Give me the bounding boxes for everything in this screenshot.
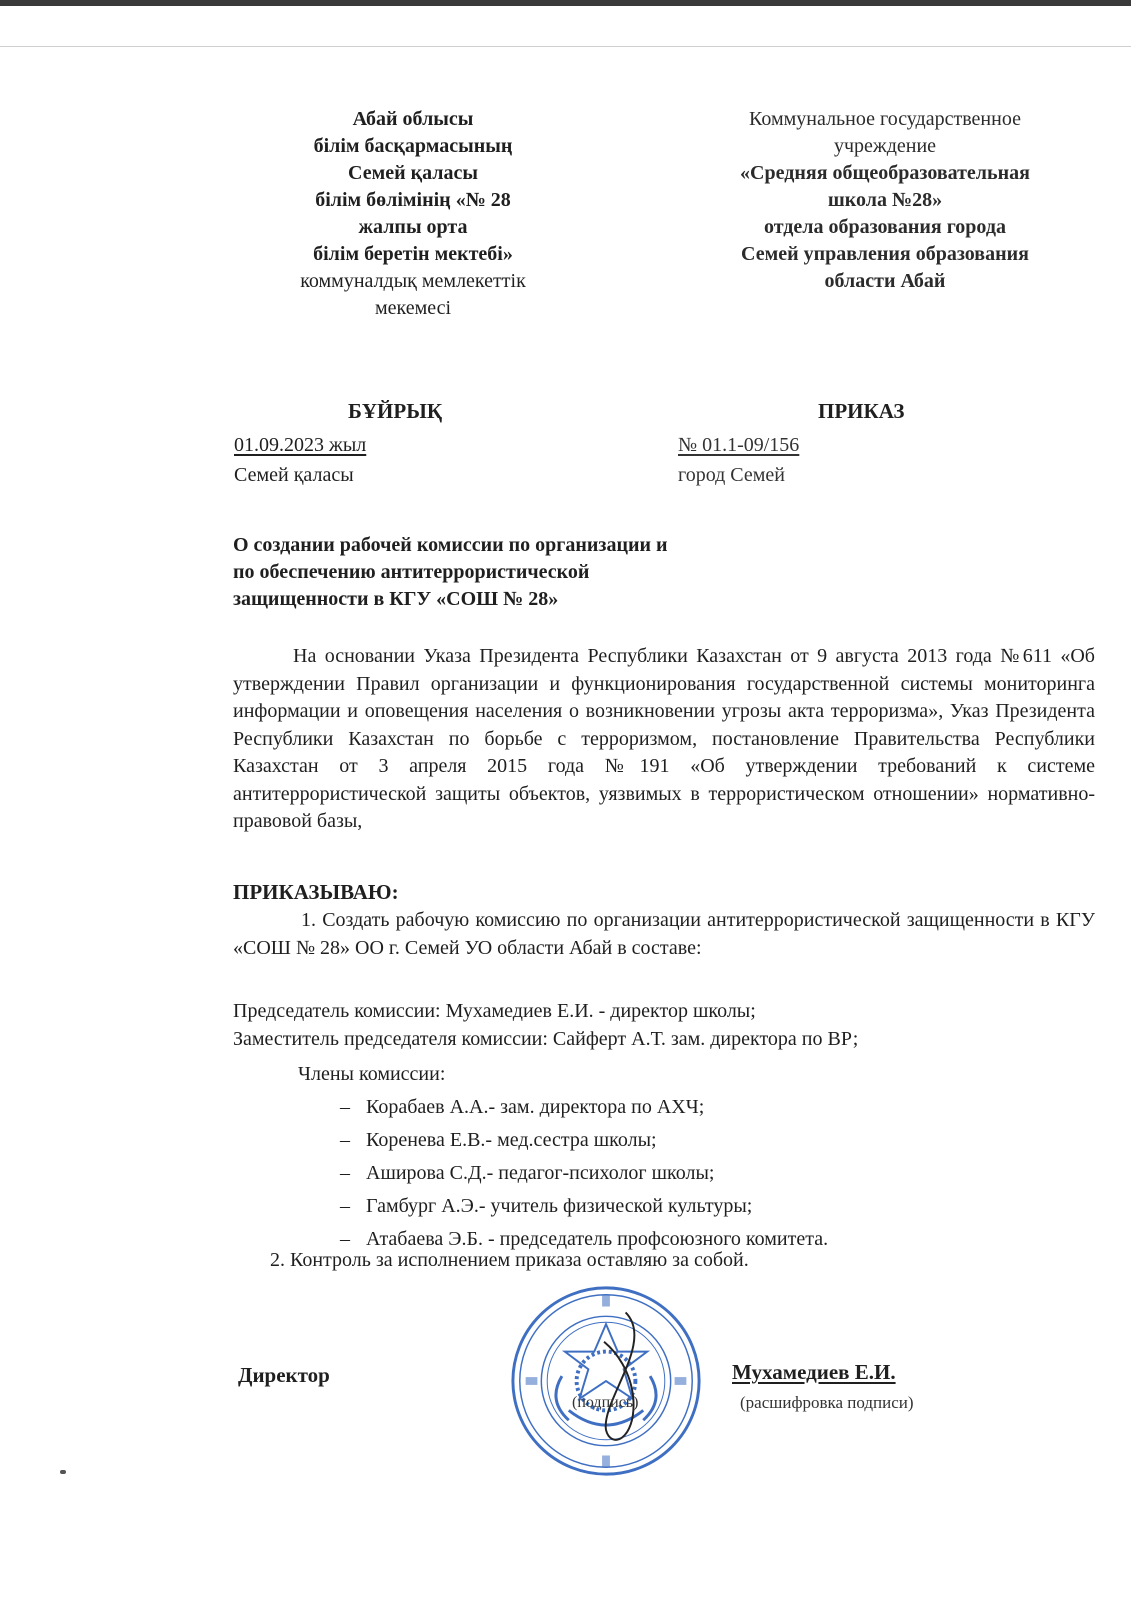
list-item (340, 1124, 828, 1157)
city-russian: город Семей (678, 464, 786, 486)
header-line: білім беретін мектебі» (313, 243, 513, 265)
list-item (340, 1157, 828, 1190)
signature-decode-caption: (расшифровка подписи) (740, 1393, 914, 1412)
signature-caption: (подпись) (572, 1394, 639, 1411)
member-text: Коренева Е.В.- мед.сестра школы; (366, 1129, 657, 1151)
scan-line (0, 46, 1131, 47)
order-number: № 01.1-09/156 (678, 434, 800, 456)
header-line: Коммунальное государственное (749, 108, 1021, 130)
commission-deputy: Заместитель председателя комиссии: Сайферт А.Т. зам. директора по ВР; (233, 1028, 859, 1050)
signer-name: Мухамедиев Е.И. (732, 1360, 896, 1384)
point-two: 2. Контроль за исполнением приказа оставляю за собой. (270, 1249, 749, 1271)
title-line: по обеспечению антитеррористической (233, 561, 590, 583)
members-list (340, 1091, 828, 1256)
header-line: Семей управления образования (741, 243, 1029, 265)
list-item (340, 1091, 828, 1124)
header-line: Абай облысы (352, 108, 474, 130)
header-line: области Абай (824, 270, 946, 292)
header-line: білім бөлімінің «№ 28 (315, 189, 511, 211)
member-text: Аширова С.Д.- педагог-психолог школы; (366, 1162, 715, 1184)
header-line: коммуналдық мемлекеттік (300, 270, 526, 292)
order-title (233, 532, 813, 613)
dash-bullet: – (340, 1162, 350, 1184)
commission-chair: Председатель комиссии: Мухамедиев Е.И. - директор школы; (233, 1000, 756, 1022)
header-line: «Средняя общеобразовательная (740, 162, 1030, 184)
member-text: Гамбург А.Э.- учитель физической культуры; (366, 1195, 753, 1217)
list-item (340, 1190, 828, 1223)
header-line: Семей қаласы (348, 162, 478, 184)
member-text: Атабаева Э.Б. - председатель профсоюзного комитета. (366, 1228, 829, 1250)
dash-bullet: – (340, 1228, 350, 1250)
order-command: ПРИКАЗЫВАЮ: (233, 880, 399, 904)
header-right-russian (675, 106, 1095, 295)
title-line: О создании рабочей комиссии по организации и (233, 534, 668, 556)
dash-bullet: – (340, 1129, 350, 1151)
dash-bullet: – (340, 1096, 350, 1118)
director-label: Директор (238, 1363, 330, 1387)
scan-speck (60, 1470, 66, 1474)
official-seal-stamp (508, 1283, 704, 1479)
doc-type-russian: ПРИКАЗ (818, 399, 905, 423)
header-left-kazakh (248, 106, 578, 322)
header-line: жалпы орта (358, 216, 468, 238)
member-text: Корабаев А.А.- зам. директора по АХЧ; (366, 1096, 705, 1118)
basis-paragraph: На основании Указа Президента Республики Казахстан от 9 августа 2013 года №611 «Об утверждении Правил организации и функционирования государственной системы мониторинга информации и оповещения населения о возникновении угрозы акта терроризма», Указ Президента Республики Казахстан по борьбе с терроризмом, постановление Правительства Республики Казахстан от 3 апреля 2015 года №191 «Об утверждении требований к системе антитеррористической защиты объектов, уязвимых в террористическом отношении» нормативно-правовой базы, (233, 645, 1095, 832)
header-line: отдела образования города (764, 216, 1006, 238)
order-date: 01.09.2023 жыл (234, 434, 367, 456)
scan-border (0, 0, 1131, 6)
header-line: мекемесі (374, 297, 452, 319)
point-one: 1. Создать рабочую комиссию по организации антитеррористической защищенности в КГУ «СОШ № 28» ОО г. Семей УО области Абай в составе: (233, 909, 1095, 959)
dash-bullet: – (340, 1195, 350, 1217)
doc-type-kazakh: БҰЙРЫҚ (348, 399, 443, 423)
city-kazakh: Семей қаласы (234, 464, 354, 486)
title-line: защищенности в КГУ «СОШ № 28» (233, 588, 559, 610)
members-label: Члены комиссии: (298, 1063, 446, 1085)
header-line: білім басқармасының (313, 135, 513, 157)
header-line: школа №28» (827, 189, 943, 211)
header-line: учреждение (833, 135, 937, 157)
